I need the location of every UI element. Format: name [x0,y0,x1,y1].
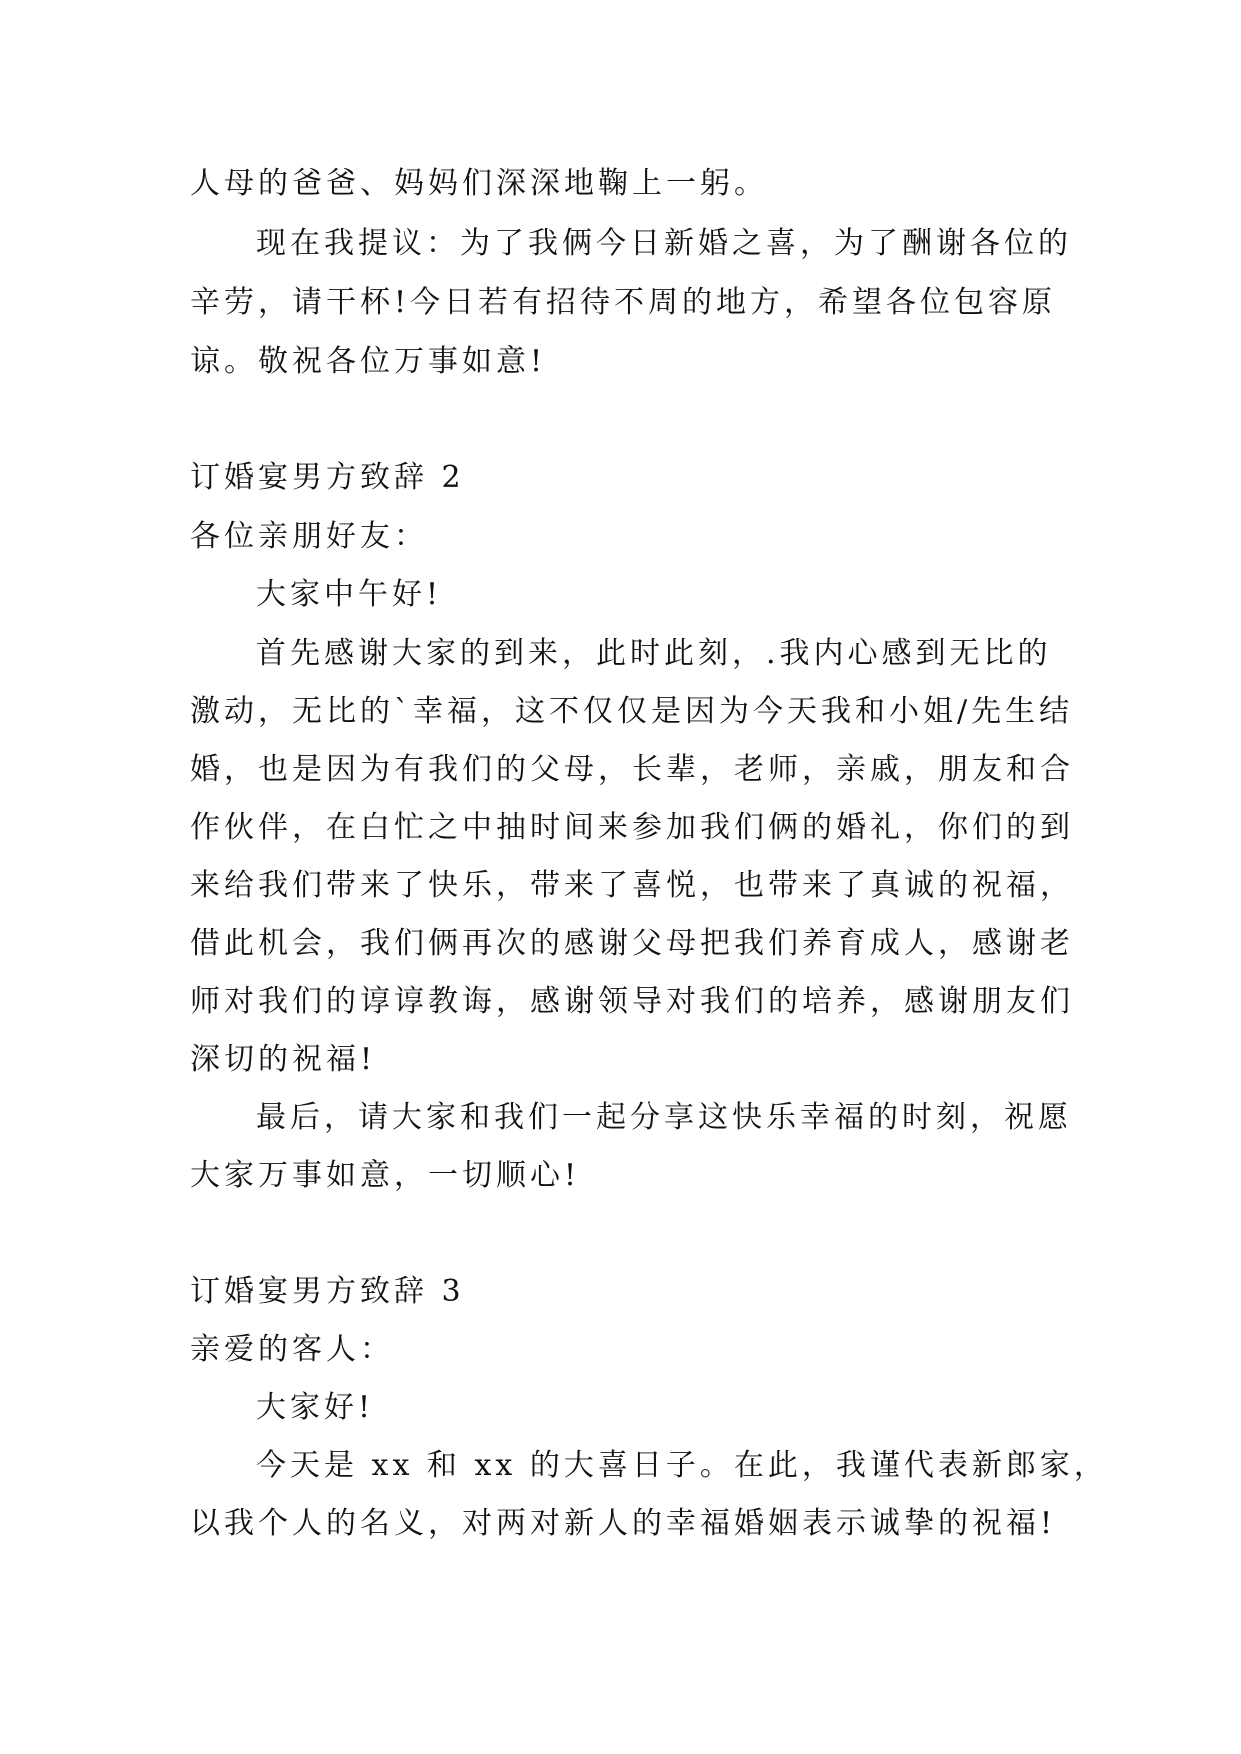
paragraph-line: 师对我们的谆谆教诲，感谢领导对我们的培养，感谢朋友们 [190,984,1074,1019]
greeting: 大家中午好! [256,577,443,612]
paragraph-line: 激动，无比的`幸福，这不仅仅是因为今天我和小姐/先生结 [190,694,1074,729]
salutation: 各位亲朋好友： [190,519,428,554]
paragraph-line: 借此机会，我们俩再次的感谢父母把我们养育成人，感谢老 [190,926,1074,961]
paragraph-line: 作伙伴，在白忙之中抽时间来参加我们俩的婚礼，你们的到 [190,810,1074,845]
paragraph-line: 以我个人的名义，对两对新人的幸福婚姻表示诚挚的祝福! [190,1506,1057,1541]
paragraph-line: 现在我提议：为了我俩今日新婚之喜，为了酬谢各位的 [256,226,1072,261]
section-heading: 订婚宴男方致辞 3 [190,1274,465,1309]
paragraph-line: 今天是 xx 和 xx 的大喜日子。在此，我谨代表新郎家， [256,1448,1108,1483]
paragraph-line: 大家万事如意，一切顺心! [190,1158,581,1193]
paragraph-line: 首先感谢大家的到来，此时此刻，.我内心感到无比的 [256,636,1052,671]
paragraph-line: 婚，也是因为有我们的父母，长辈，老师，亲戚，朋友和合 [190,752,1074,787]
paragraph-line: 辛劳，请干杯!今日若有招待不周的地方，希望各位包容原 [190,285,1057,320]
paragraph-line: 谅。敬祝各位万事如意! [190,344,547,379]
salutation: 亲爱的客人： [190,1332,394,1367]
paragraph-line: 最后，请大家和我们一起分享这快乐幸福的时刻，祝愿 [256,1100,1072,1135]
paragraph-line: 来给我们带来了快乐，带来了喜悦，也带来了真诚的祝福， [190,868,1074,903]
greeting: 大家好! [256,1390,375,1425]
paragraph-line: 人母的爸爸、妈妈们深深地鞠上一躬。 [190,166,768,201]
section-heading: 订婚宴男方致辞 2 [190,460,465,495]
paragraph-line: 深切的祝福! [190,1042,377,1077]
